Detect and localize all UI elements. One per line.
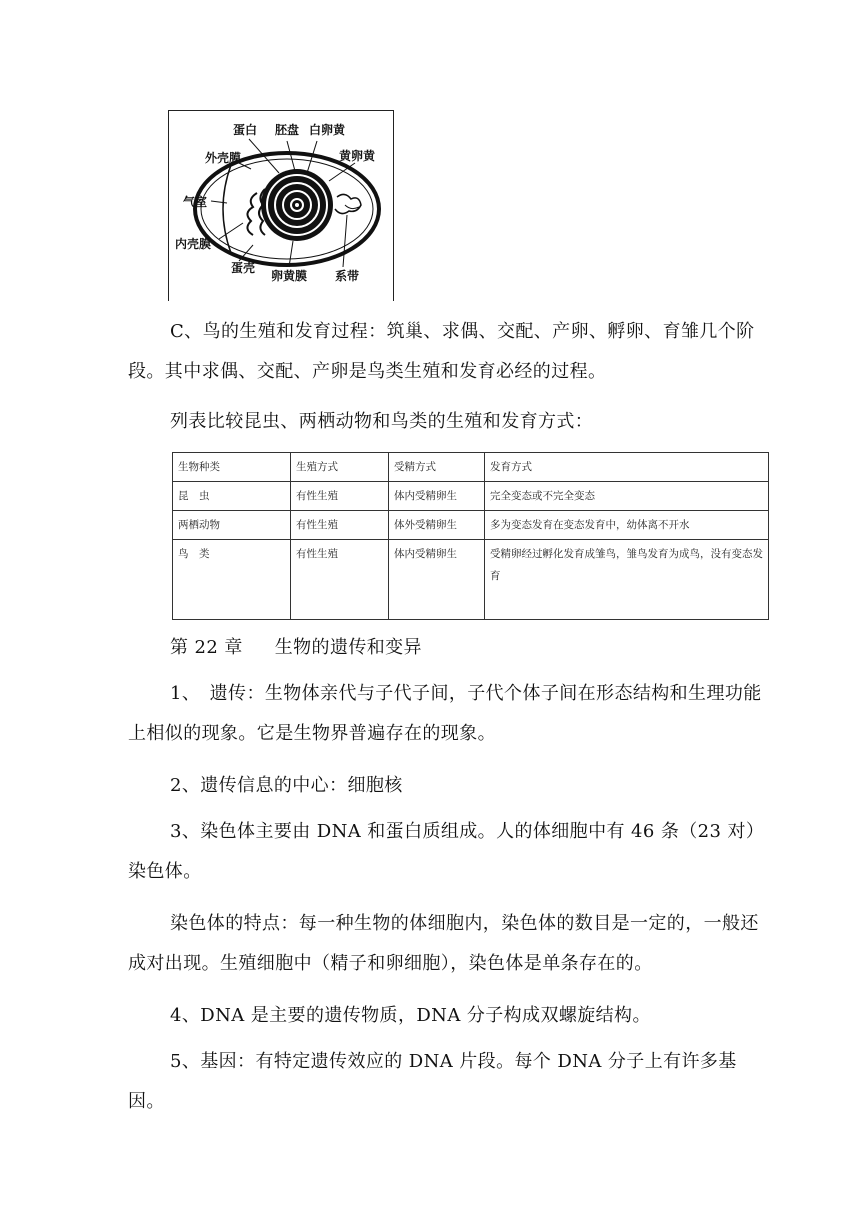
egg-diagram [168, 110, 394, 301]
table-cell: 昆 虫 [173, 482, 291, 511]
table-cell: 完全变态或不完全变态 [485, 482, 769, 511]
label-inner-membrane: 内壳膜 [175, 237, 212, 251]
label-germinal-disc: 胚盘 [275, 123, 300, 137]
paragraph-table-intro: 列表比较昆虫、两栖动物和鸟类的生殖和发育方式： [170, 411, 594, 432]
table-header-cell: 受精方式 [389, 453, 485, 482]
table-cell: 有性生殖 [291, 511, 389, 540]
label-chalaza: 系带 [335, 269, 360, 283]
chapter-heading [170, 628, 770, 668]
table-row [173, 482, 769, 511]
label-air-cell: 气室 [183, 195, 208, 209]
table-row [173, 540, 769, 620]
table-header-cell: 生物种类 [173, 453, 291, 482]
paragraph-bird-process: C、鸟的生殖和发育过程：筑巢、求偶、交配、产卵、孵卵、育雏几个阶段。其中求偶、交配、产卵是鸟类生殖和发育必经的过程。 [128, 321, 755, 382]
table-cell: 体内受精卵生 [389, 540, 485, 620]
item-chromosome-features: 染色体的特点：每一种生物的体细胞内，染色体的数目是一定的，一般还成对出现。生殖细胞中（精子和卵细胞），染色体是单条存在的。 [128, 913, 759, 974]
item-heredity: 1、 遗传：生物体亲代与子代子间，子代个体子间在形态结构和生理功能上相似的现象。它是生物界普遍存在的现象。 [128, 683, 762, 744]
label-yellow-yolk: 黄卵黄 [339, 149, 376, 163]
table-cell: 有性生殖 [291, 482, 389, 511]
label-egg-white: 蛋白 [233, 123, 258, 137]
table-cell: 鸟 类 [173, 540, 291, 620]
item-center: 2、遗传信息的中心：细胞核 [170, 775, 403, 796]
table-cell: 两栖动物 [173, 511, 291, 540]
chapter-title: 生物的遗传和变异 [274, 637, 422, 658]
chapter-number: 第 22 章 [170, 637, 243, 658]
table-header-cell: 发育方式 [485, 453, 769, 482]
table-cell: 有性生殖 [291, 540, 389, 620]
comparison-table [172, 452, 768, 620]
table-cell: 体内受精卵生 [389, 482, 485, 511]
table-cell: 体外受精卵生 [389, 511, 485, 540]
item-dna: 4、DNA 是主要的遗传物质，DNA 分子构成双螺旋结构。 [170, 1005, 651, 1026]
item-chromosome: 3、染色体主要由 DNA 和蛋白质组成。人的体细胞中有 46 条（23 对）染色体。 [128, 821, 765, 882]
table-cell: 受精卵经过孵化发育成雏鸟，雏鸟发育为成鸟，没有变态发育 [485, 540, 769, 620]
table-header-cell: 生殖方式 [291, 453, 389, 482]
label-shell: 蛋壳 [231, 261, 256, 275]
label-outer-membrane: 外壳膜 [205, 151, 242, 165]
label-white-yolk: 白卵黄 [309, 123, 346, 137]
table-header-row [173, 453, 769, 482]
table-row [173, 511, 769, 540]
item-gene: 5、基因：有特定遗传效应的 DNA 片段。每个 DNA 分子上有许多基因。 [128, 1051, 737, 1112]
label-yolk-membrane: 卵黄膜 [271, 269, 308, 283]
table-cell: 多为变态发育在变态发育中，幼体离不开水 [485, 511, 769, 540]
